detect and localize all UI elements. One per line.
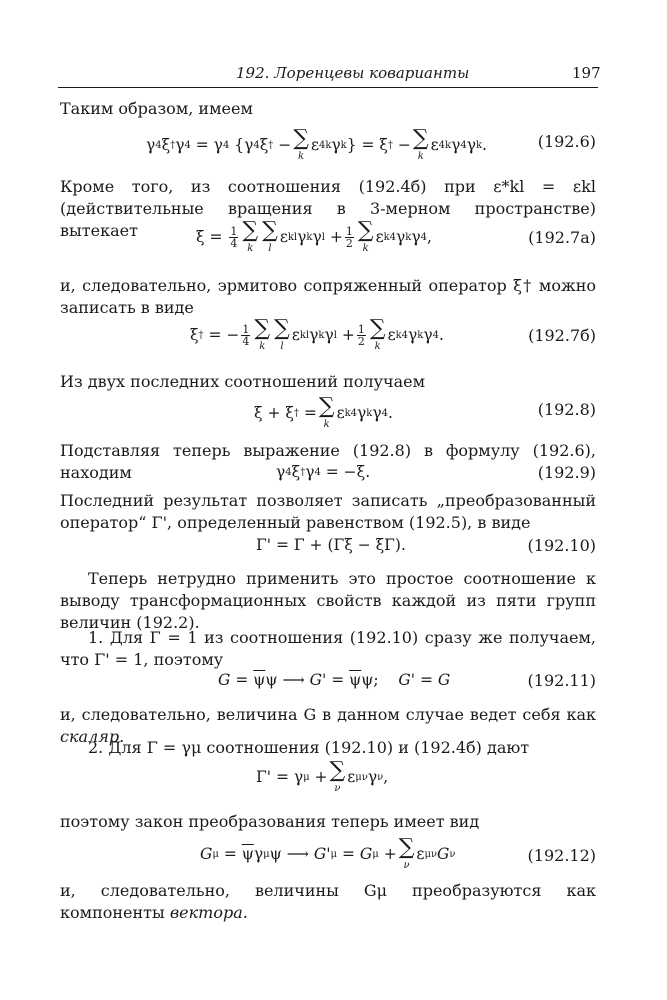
paragraph-7: Теперь нетрудно применить это простое соотношение к выводу трансформационных свойств каждой из пяти групп величин (192.2). (60, 569, 596, 632)
equation-transformed-gamma: Γ' = γ μ + ∑ ν ε μν γ ν , (256, 758, 389, 794)
paragraph-9-term: скаляр. (60, 727, 125, 746)
equation-number: (192.8) (537, 400, 596, 419)
equation-number: (192.11) (527, 671, 596, 690)
equation-number: (192.7б) (528, 326, 596, 345)
equation-number: (192.6) (537, 132, 596, 151)
equation-192-8: ξ + ξ † = ∑ k ε k4 γ k γ 4 . (254, 394, 393, 430)
equation-192-12: G μ = $\overline{\psi}$ γ μ ψ ⟶ G' μ = G μ + ∑ ν ε μν G ν (200, 835, 456, 871)
paragraph-1: Таким образом, имеем (60, 99, 253, 118)
equation-number: (192.10) (527, 536, 596, 555)
equation-192-7b: ξ † = − $\frac{1}{4}$ ∑ k ∑ l ε kl γ k γ l + $\frac{1}{2}$ ∑ k ε k4 γ k γ 4 . (190, 316, 444, 352)
equation-number: (192.12) (527, 846, 596, 865)
paragraph-12-text: и, следовательно, величины Gμ преобразуются как компоненты (60, 881, 596, 922)
equation-192-7a: ξ = $\frac{1}{4}$ ∑ k ∑ l ε kl γ k γ l + $\frac{1}{2}$ ∑ k ε k4 γ k γ 4 , (196, 218, 432, 254)
paragraph-12 (60, 880, 596, 924)
paragraph-4: Из двух последних соотношений получаем (60, 372, 426, 391)
paragraph-3: и, следовательно, эрмитово сопряженный оператор ξ† можно записать в виде (60, 276, 596, 317)
paragraph-6: Последний результат позволяет записать „преобразованный оператор“ Γ', определенный равенством (192.5), в виде (60, 491, 596, 532)
equation-192-9: γ 4 ξ † γ 4 = −ξ. (276, 463, 371, 481)
paragraph-9-text: и, следовательно, величина G в данном случае ведет себя как (60, 705, 596, 724)
paragraph-5: Подставляя теперь выражение (192.8) в формулу (192.6), находим (60, 441, 596, 482)
equation-number: (192.9) (537, 463, 596, 482)
paragraph-12-term: вектора. (169, 903, 248, 922)
paragraph-8: 1. Для Γ = 1 из соотношения (192.10) сразу же получаем, что Γ' = 1, поэтому (60, 628, 596, 669)
equation-192-11: G = $\overline{\psi}$ ψ ⟶ G' = $\overline{\psi}$ ψ; G' = G (218, 671, 451, 689)
equation-192-10: Γ' = Γ + (Γξ − ξΓ). (256, 536, 406, 554)
paragraph-11: поэтому закон преобразования теперь имеет вид (60, 812, 480, 831)
paragraph-10: 2. Для Γ = γμ соотношения (192.10) и (192.4б) дают (88, 738, 530, 757)
page-number: 197 (572, 64, 601, 82)
equation-number: (192.7а) (528, 228, 596, 247)
header-rule (58, 87, 598, 88)
running-header-title: 192. Лоренцевы коварианты (236, 64, 470, 82)
paragraph-2: Кроме того, из соотношения (192.4б) при ε*kl = εkl (действительные вращения в 3-мерном пространстве) вытекает (60, 177, 596, 240)
equation-192-6: γ 4 ξ † γ 4 = γ 4 {γ 4 ξ † − ∑ k ε 4k γ k } = ξ † − ∑ k ε 4k γ 4 γ k . (146, 126, 487, 162)
